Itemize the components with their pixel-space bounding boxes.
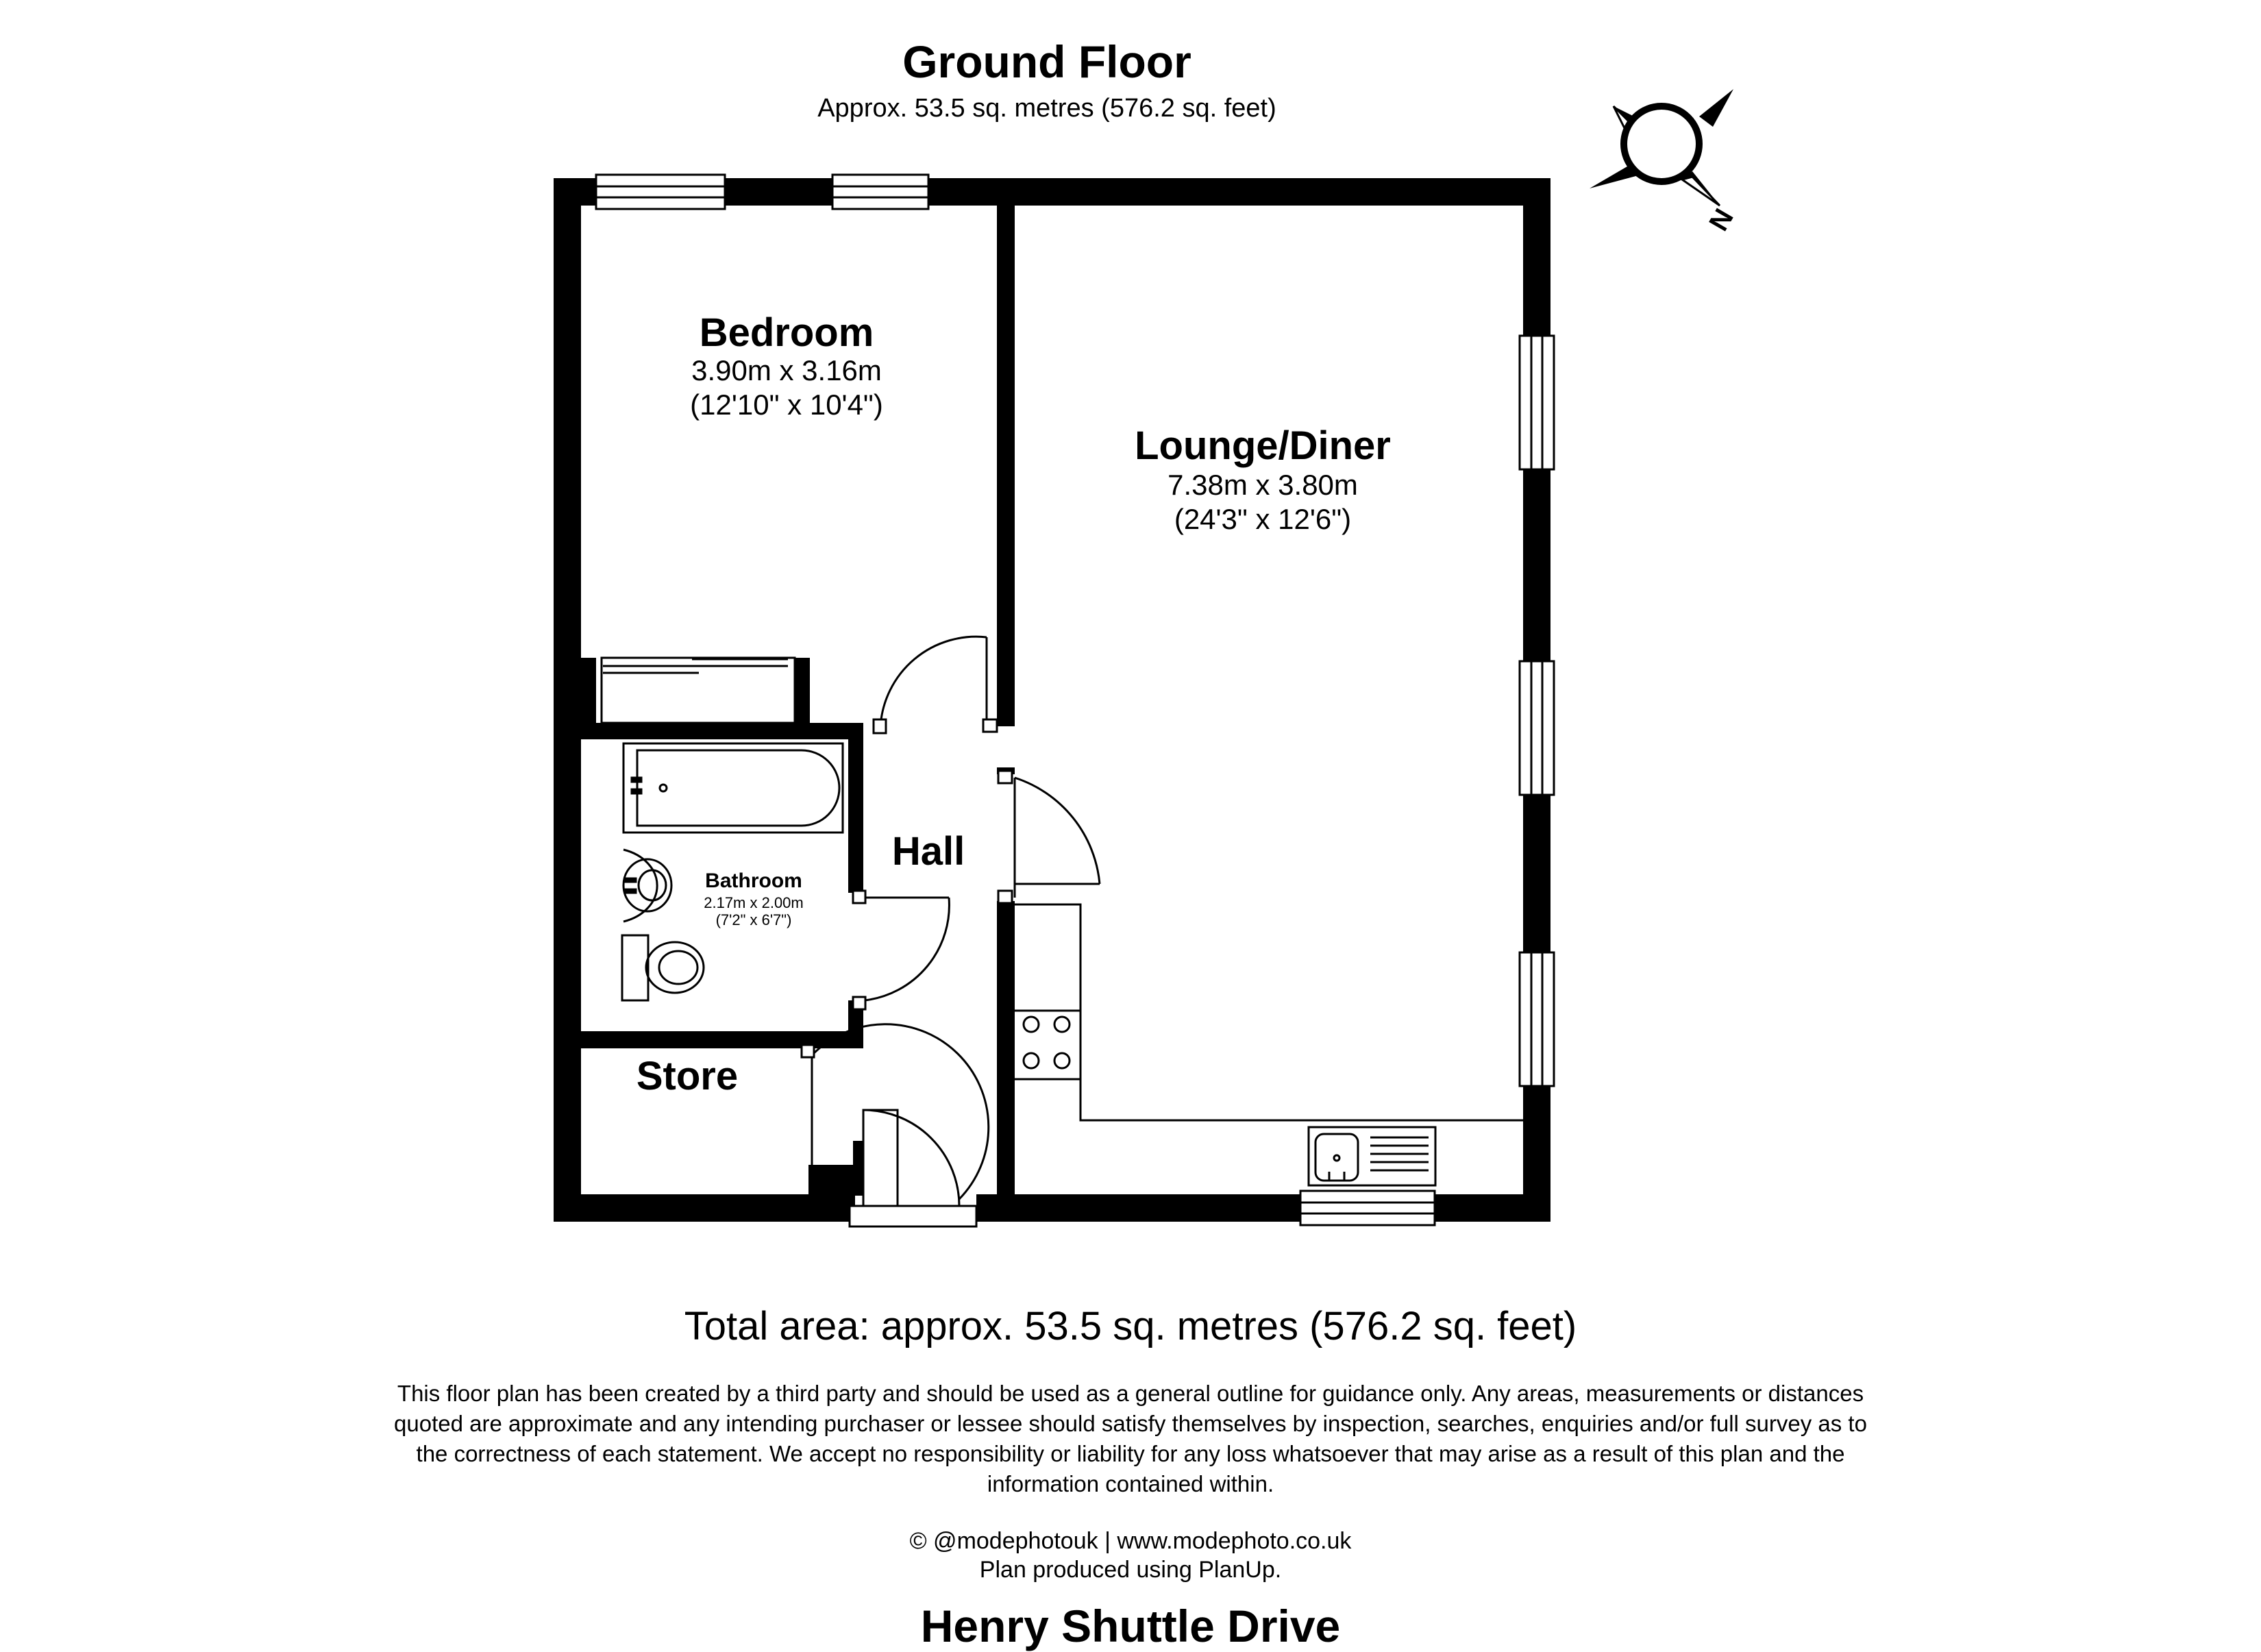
floor-title: Ground Floor <box>902 36 1191 87</box>
room-bedroom-metric: 3.90m x 3.16m <box>691 354 882 386</box>
window-lounge-3 <box>1520 952 1554 1086</box>
window-lounge-2 <box>1520 661 1554 795</box>
door-bathroom <box>853 891 949 1009</box>
window-bedroom-2 <box>832 175 928 209</box>
compass-icon <box>1590 89 1740 236</box>
window-kitchen <box>1300 1191 1435 1225</box>
kitchen-worktop <box>1015 904 1523 1120</box>
room-hall-name: Hall <box>891 829 965 874</box>
total-area: Total area: approx. 53.5 sq. metres (576.2 sq. feet) <box>684 1304 1577 1348</box>
sink-icon <box>1309 1127 1435 1185</box>
basin-icon <box>623 850 671 922</box>
room-lounge-imperial: (24'3" x 12'6") <box>1174 503 1352 535</box>
north-label: N <box>1703 204 1740 236</box>
credits <box>0 1527 2261 1584</box>
room-store-name: Store <box>636 1054 739 1098</box>
bath-icon <box>623 743 843 833</box>
produced-by: Plan produced using PlanUp. <box>979 1557 1282 1583</box>
room-bathroom-metric: 2.17m x 2.00m <box>704 894 804 911</box>
disclaimer: This floor plan has been created by a third party and should be used as a general outline for guidance only. Any areas, measurements or distances quoted are approximate and any intending purchaser or lessee should satisfy themselves by inspection, searches, enquiries and/or full survey as to the correctness of each statement. We accept no responsibility or liability for any loss whatsoever that may arise as a result of this plan and the information contained within. <box>394 1381 1867 1496</box>
room-bedroom-name: Bedroom <box>699 310 874 355</box>
credit-line: © @modephotouk | www.modephoto.co.uk <box>909 1528 1352 1554</box>
room-bathroom-name: Bathroom <box>705 870 802 892</box>
property-address: Henry Shuttle Drive <box>920 1601 1341 1651</box>
room-lounge-name: Lounge/Diner <box>1135 423 1391 468</box>
window-lounge-1 <box>1520 336 1554 469</box>
room-bedroom <box>690 310 883 421</box>
room-bathroom <box>704 870 804 928</box>
toilet-icon <box>622 935 704 1000</box>
room-bathroom-imperial: (7'2" x 6'7") <box>715 911 792 928</box>
room-bedroom-imperial: (12'10" x 10'4") <box>690 389 883 421</box>
door-bedroom <box>874 637 997 733</box>
hob-icon <box>1024 1017 1070 1068</box>
room-lounge-metric: 7.38m x 3.80m <box>1167 469 1358 501</box>
room-lounge <box>1135 423 1391 535</box>
door-lounge <box>998 771 1100 903</box>
window-bedroom-1 <box>596 175 725 209</box>
floor-area: Approx. 53.5 sq. metres (576.2 sq. feet) <box>817 94 1276 123</box>
front-door <box>850 1110 976 1226</box>
wardrobe <box>602 658 795 723</box>
